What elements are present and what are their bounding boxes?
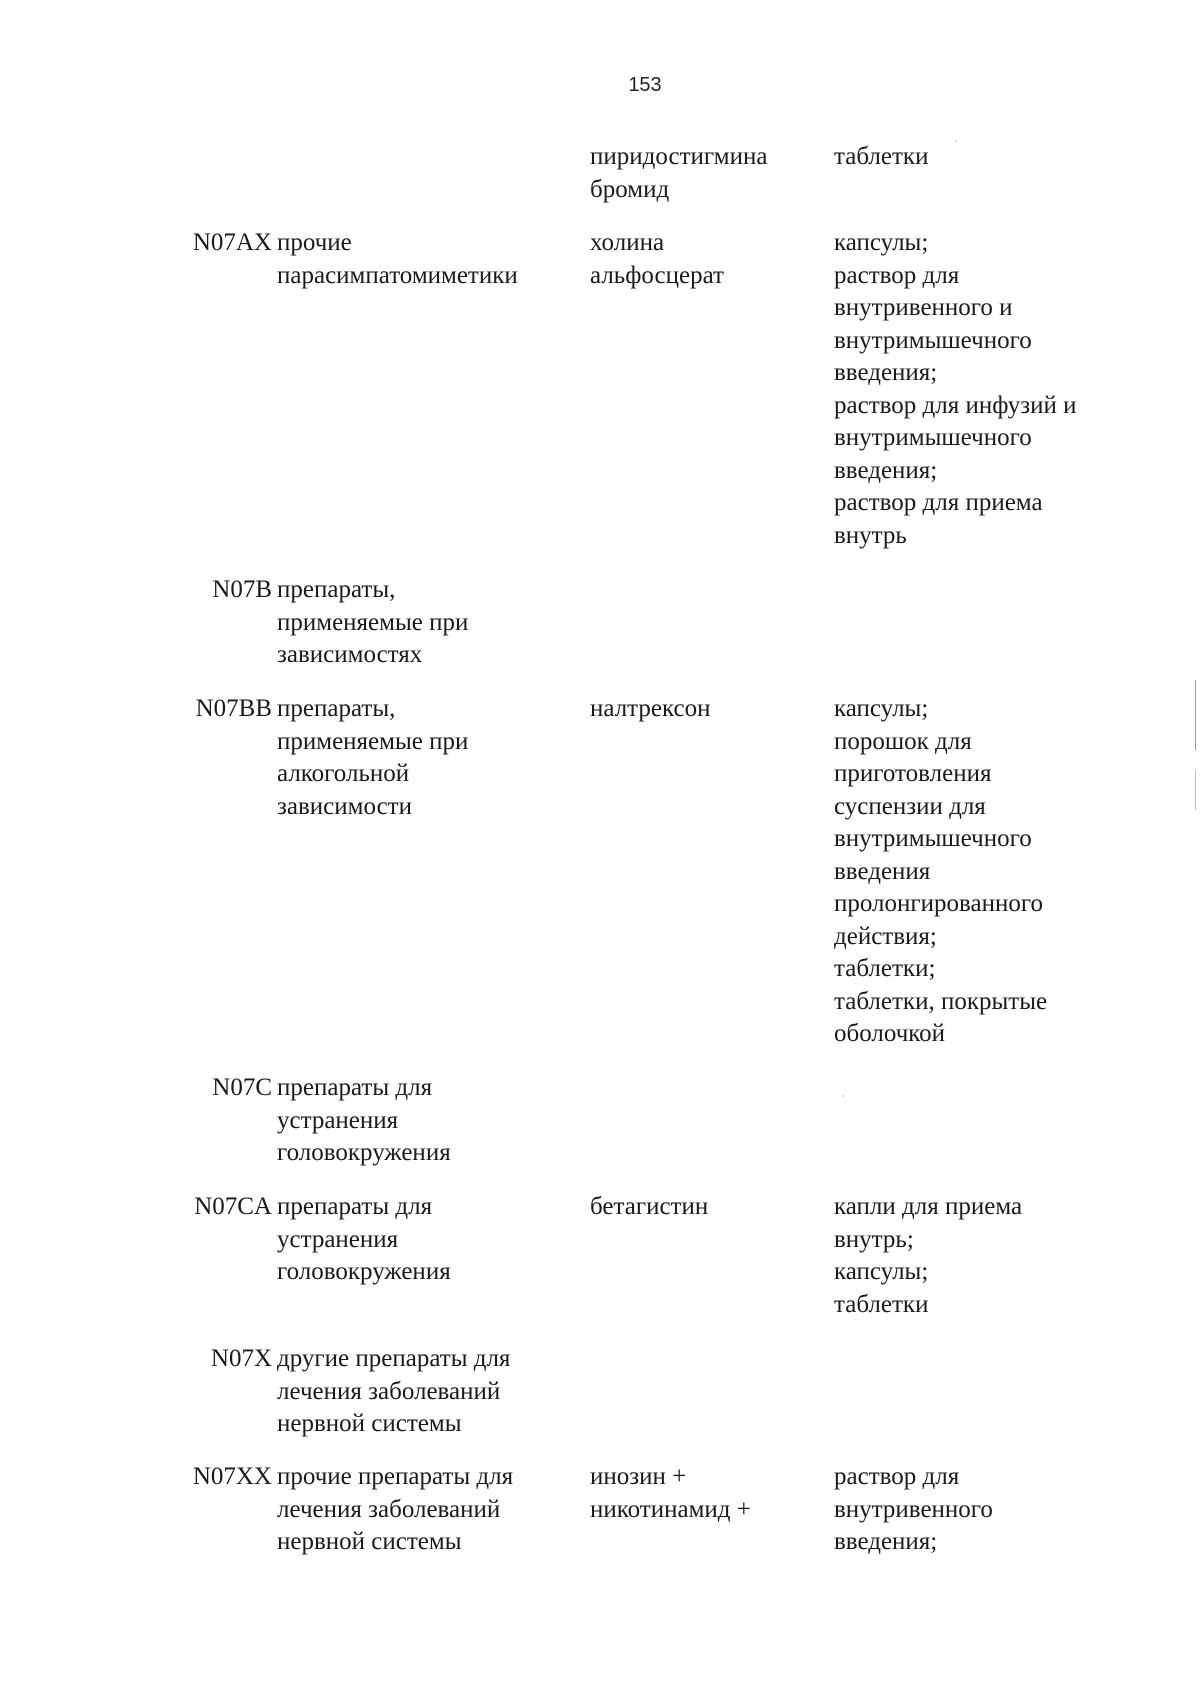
form-line: раствор для приема — [834, 489, 1043, 516]
atc-code: N07B — [212, 576, 272, 603]
dosage-forms — [834, 141, 1139, 174]
atc-code: N07X — [210, 1345, 272, 1372]
drug-line: альфосцерат — [590, 261, 724, 289]
name-line: прочие — [277, 229, 352, 256]
form-line: приготовления — [834, 760, 992, 787]
dosage-forms — [834, 693, 1139, 1051]
name-line: препараты для — [277, 1074, 433, 1101]
drug-line: налтрексон — [590, 695, 711, 722]
atc-code: N07BB — [195, 695, 272, 722]
drug-line: никотинамид + — [590, 1495, 751, 1523]
group-name — [277, 1191, 582, 1289]
form-line: таблетки, покрытые — [834, 987, 1048, 1015]
name-line: препараты, — [277, 576, 396, 603]
name-line: препараты, — [277, 695, 396, 722]
name-line: зависимостях — [277, 641, 423, 668]
form-line: внутривенного и — [834, 294, 1013, 321]
name-line: устранения — [277, 1225, 399, 1253]
drug-line: бетагистин — [590, 1193, 709, 1220]
group-name — [277, 227, 582, 292]
drug-name — [590, 141, 820, 206]
form-line: внутримышечного — [834, 424, 1032, 451]
atc-code: N07AX — [192, 229, 272, 256]
name-line: головокружения — [277, 1258, 451, 1285]
dosage-forms — [834, 1461, 1139, 1559]
form-line: таблетки; — [834, 955, 936, 982]
drug-line: пиридостигмина — [590, 143, 768, 170]
group-name — [277, 1343, 582, 1441]
atc-code: N07XX — [192, 1463, 272, 1490]
form-line: введения — [834, 857, 931, 885]
form-line: таблетки — [834, 1290, 929, 1318]
atc-code: N07C — [212, 1074, 272, 1101]
drug-name — [590, 227, 820, 292]
name-line: парасимпатомиметики — [277, 261, 518, 289]
scan-edge-mark — [1195, 680, 1196, 750]
form-line: порошок для — [834, 727, 972, 755]
name-line: зависимости — [277, 792, 412, 820]
name-line: лечения заболеваний — [277, 1495, 501, 1523]
group-name — [277, 693, 582, 823]
name-line: нервной системы — [277, 1528, 462, 1555]
form-line: капсулы; — [834, 229, 929, 256]
form-line: пролонгированного — [834, 890, 1043, 917]
group-name — [277, 1461, 582, 1559]
dosage-forms — [834, 227, 1139, 552]
name-line: другие препараты для — [277, 1345, 511, 1372]
scan-speck — [842, 1095, 844, 1097]
name-line: применяемые при — [277, 727, 469, 755]
drug-name — [590, 1461, 820, 1526]
name-line: прочие препараты для — [277, 1463, 514, 1490]
form-line: раствор для — [834, 1463, 960, 1490]
group-name — [277, 574, 582, 672]
form-line: внутрь — [834, 521, 907, 549]
form-line: внутрь; — [834, 1225, 914, 1253]
form-line: таблетки — [834, 143, 929, 170]
form-line: суспензии для — [834, 792, 986, 820]
name-line: устранения — [277, 1106, 399, 1134]
name-line: алкогольной — [277, 760, 410, 787]
form-line: раствор для инфузий и — [834, 391, 1077, 419]
name-line: нервной системы — [277, 1410, 462, 1437]
drug-name — [590, 1191, 820, 1224]
name-line: препараты для — [277, 1193, 433, 1220]
form-line: раствор для — [834, 261, 960, 289]
form-line: капсулы; — [834, 1258, 929, 1285]
page-number: 153 — [628, 74, 662, 96]
form-line: внутримышечного — [834, 326, 1032, 354]
form-line: капли для приема — [834, 1193, 1023, 1220]
drug-line: бромид — [590, 175, 670, 203]
name-line: применяемые при — [277, 608, 469, 636]
form-line: оболочкой — [834, 1020, 946, 1047]
form-line: внутривенного — [834, 1495, 993, 1523]
form-line: введения; — [834, 1528, 938, 1555]
dosage-forms — [834, 1191, 1139, 1321]
drug-name — [590, 693, 820, 726]
group-name — [277, 1072, 582, 1170]
drug-line: инозин + — [590, 1463, 687, 1490]
scan-speck — [955, 140, 957, 142]
form-line: капсулы; — [834, 695, 929, 722]
form-line: введения; — [834, 456, 938, 484]
form-line: действия; — [834, 922, 937, 950]
name-line: лечения заболеваний — [277, 1377, 501, 1405]
drug-line: холина — [590, 229, 665, 256]
scan-edge-mark — [1195, 770, 1196, 810]
atc-code: N07CA — [194, 1193, 272, 1220]
form-line: введения; — [834, 359, 938, 386]
form-line: внутримышечного — [834, 825, 1032, 852]
name-line: головокружения — [277, 1139, 451, 1166]
